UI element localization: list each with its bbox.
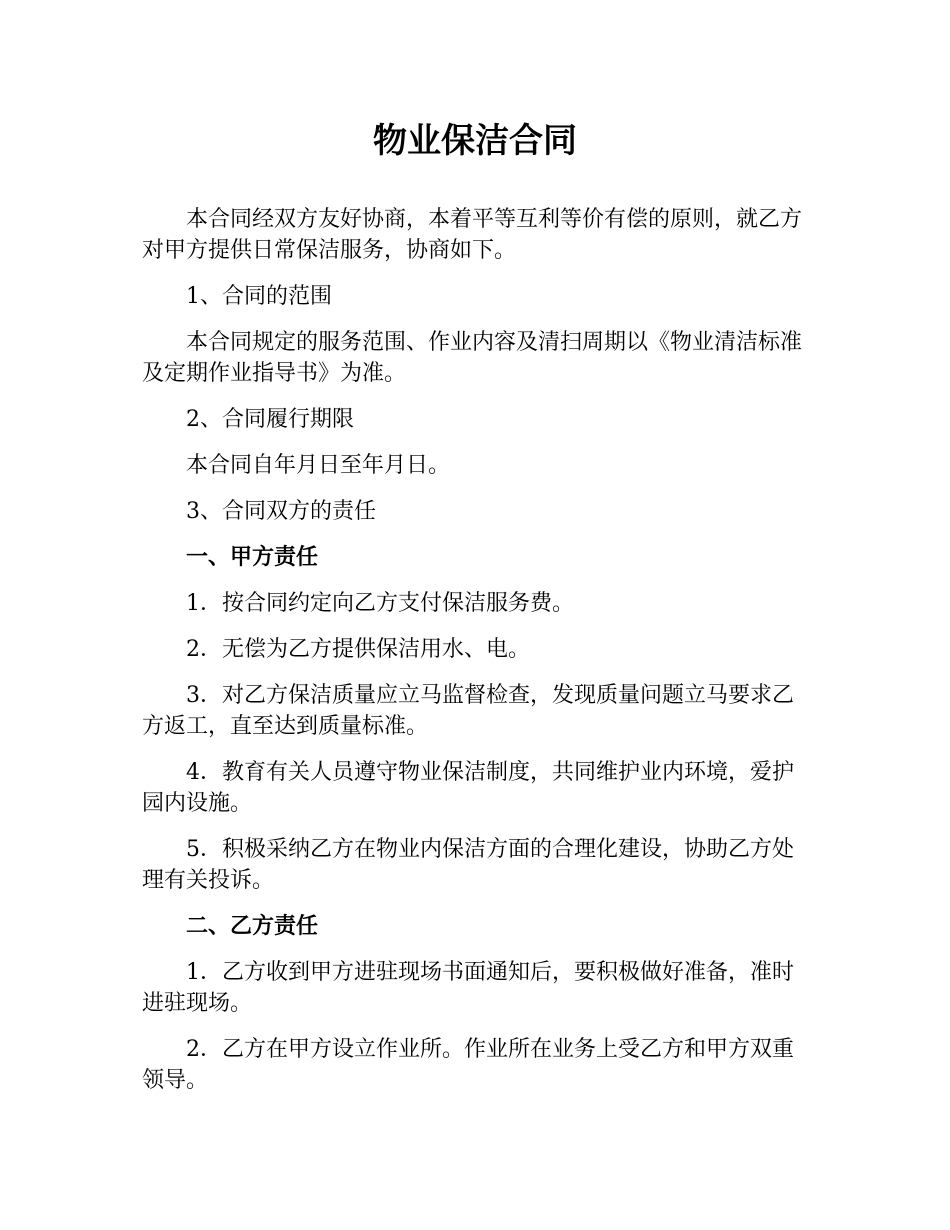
party-a-item-4: 4．教育有关人员遵守物业保洁制度，共同维护业内环境，爱护园内设施。 — [142, 760, 794, 816]
document-body — [142, 204, 810, 1111]
section-heading-term: 2、合同履行期限 — [186, 407, 354, 432]
party-a-item-3: 3．对乙方保洁质量应立马监督检查，发现质量问题立马要求乙方返工，直至达到质量标准。 — [142, 683, 794, 739]
party-b-item-2: 2．乙方在甲方设立作业所。作业所在业务上受乙方和甲方双重领导。 — [142, 1037, 794, 1093]
heading-party-b: 二、乙方责任 — [186, 914, 319, 939]
paragraph-term: 本合同自年月日至年月日。 — [186, 453, 451, 478]
heading-party-a: 一、甲方责任 — [186, 545, 319, 570]
paragraph-intro: 本合同经双方友好协商，本着平等互利等价有偿的原则，就乙方对甲方提供日常保洁服务，协商如下。 — [142, 207, 803, 263]
paragraph-scope: 本合同规定的服务范围、作业内容及清扫周期以《物业清洁标准及定期作业指导书》为准。 — [142, 330, 803, 386]
page-title: 物业保洁合同 — [373, 121, 577, 161]
party-a-item-1: 1．按合同约定向乙方支付保洁服务费。 — [186, 591, 574, 616]
party-a-item-2: 2．无偿为乙方提供保洁用水、电。 — [186, 637, 530, 662]
section-heading-scope: 1、合同的范围 — [186, 284, 332, 309]
party-b-item-1: 1．乙方收到甲方进驻现场书面通知后，要积极做好准备，准时进驻现场。 — [142, 960, 794, 1016]
party-a-item-5: 5．积极采纳乙方在物业内保洁方面的合理化建设，协助乙方处理有关投诉。 — [142, 837, 794, 893]
section-heading-responsibilities: 3、合同双方的责任 — [186, 499, 376, 524]
